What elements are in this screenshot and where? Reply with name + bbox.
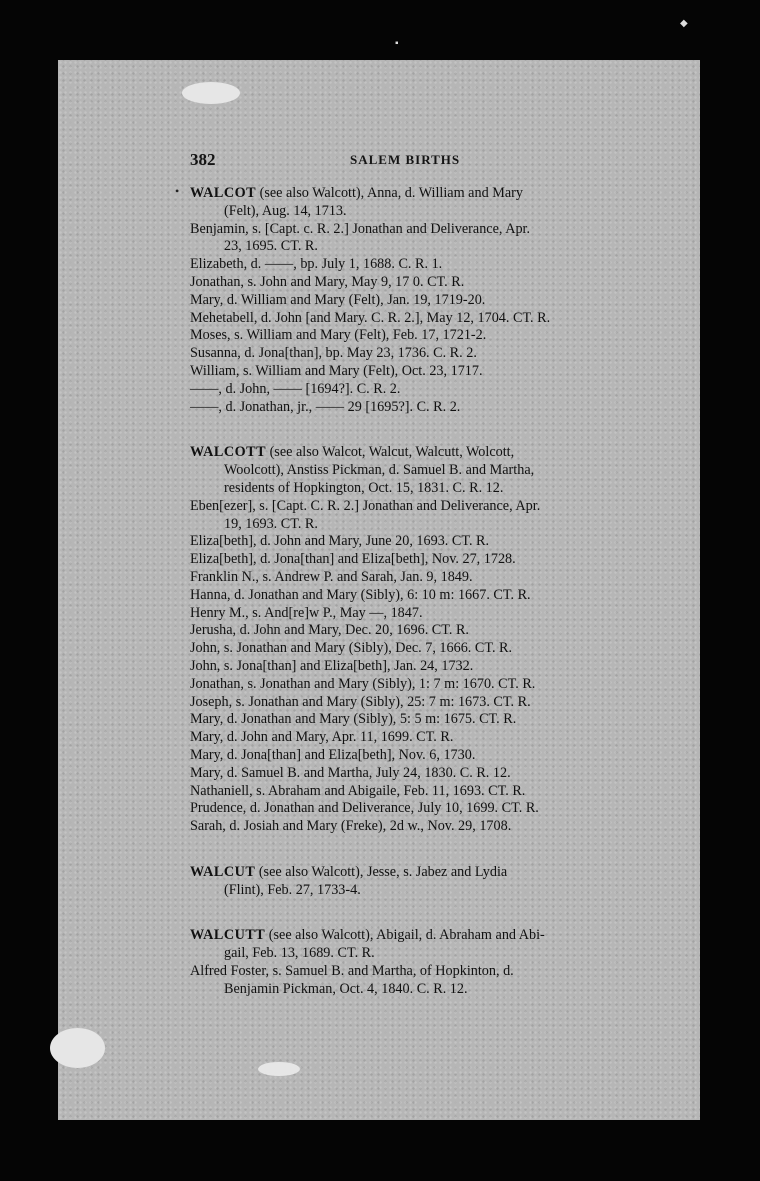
- scan-speck: ▪: [395, 38, 399, 49]
- paper-blemish: [258, 1062, 300, 1076]
- entry-text: Franklin N., s. Andrew P. and Sarah, Jan. 9, 1849.: [190, 568, 473, 585]
- entry-line: [190, 274, 630, 292]
- entry-line: [190, 310, 630, 328]
- entry-line: [190, 221, 630, 239]
- entry-text: 23, 1695. CT. R.: [224, 238, 318, 255]
- entry-text: Benjamin, s. [Capt. c. R. 2.] Jonathan and Deliverance, Apr.: [190, 220, 531, 237]
- entry-line: [190, 622, 630, 640]
- entry-line: [190, 676, 630, 694]
- entry-text: gail, Feb. 13, 1689. CT. R.: [224, 945, 375, 962]
- section-gap: [190, 899, 630, 927]
- entry-line: [190, 605, 630, 623]
- entry-line: [190, 800, 630, 818]
- entry-line: [190, 327, 630, 345]
- entry-line: [190, 363, 630, 381]
- entry-line: [190, 587, 630, 605]
- entry-line: [190, 882, 630, 900]
- entry-text: (see also Walcott), Anna, d. William and Mary: [256, 185, 523, 201]
- entry-text: (see also Walcott), Jesse, s. Jabez and Lydia: [255, 863, 508, 880]
- entry-text: Mary, d. John and Mary, Apr. 11, 1699. CT. R.: [190, 729, 454, 746]
- entry-text: Jonathan, s. Jonathan and Mary (Sibly), 1: 7 m: 1670. CT. R.: [190, 675, 536, 692]
- entry-text: Eliza[beth], d. John and Mary, June 20, 1693. CT. R.: [190, 533, 490, 550]
- entry-text: (Felt), Aug. 14, 1713.: [224, 202, 347, 219]
- entry-text: (see also Walcot, Walcut, Walcutt, Wolcott,: [266, 444, 515, 461]
- entry-text: ——, d. John, —— [1694?]. C. R. 2.: [190, 380, 401, 397]
- margin-mark: •: [175, 184, 180, 198]
- record-entries: [190, 185, 630, 999]
- paper-blemish: [50, 1028, 105, 1068]
- entry-text: Eben[ezer], s. [Capt. C. R. 2.] Jonathan and Deliverance, Apr.: [190, 497, 541, 514]
- entry-text: Mary, d. Jonathan and Mary (Sibly), 5: 5 m: 1675. CT. R.: [190, 711, 517, 728]
- entry-line: [190, 694, 630, 712]
- entry-line: [190, 747, 630, 765]
- scan-speck: ◆: [680, 18, 688, 29]
- entry-line: [190, 203, 630, 221]
- entry-text: Mary, d. Jona[than] and Eliza[beth], Nov. 6, 1730.: [190, 746, 476, 763]
- entry-line: [190, 399, 630, 417]
- entry-text: Elizabeth, d. ——, bp. July 1, 1688. C. R. 1.: [190, 256, 443, 273]
- entry-text: (Flint), Feb. 27, 1733-4.: [224, 881, 361, 898]
- entry-line: [190, 345, 630, 363]
- page-number: 382: [190, 150, 216, 169]
- entry-text: Mary, d. William and Mary (Felt), Jan. 19, 1719-20.: [190, 291, 486, 308]
- entry-line: [190, 945, 630, 963]
- running-title: SALEM BIRTHS: [350, 152, 461, 167]
- paper-blemish: [182, 82, 240, 104]
- entry-line: [190, 516, 630, 534]
- entry-line: [190, 640, 630, 658]
- entry-text: (see also Walcott), Abigail, d. Abraham and Abi-: [265, 927, 545, 944]
- entry-line: [190, 818, 630, 836]
- entry-text: 19, 1693. CT. R.: [224, 515, 318, 532]
- entry-line: [190, 462, 630, 480]
- entry-line: [190, 444, 630, 462]
- section-gap: [190, 836, 630, 864]
- entry-text: William, s. William and Mary (Felt), Oct. 23, 1717.: [190, 362, 483, 379]
- page-header: [190, 150, 630, 170]
- entry-text: Susanna, d. Jona[than], bp. May 23, 1736. C. R. 2.: [190, 345, 477, 362]
- entry-line: [190, 292, 630, 310]
- entry-text: Jonathan, s. John and Mary, May 9, 17 0. CT. R.: [190, 273, 465, 290]
- entry-line: [190, 927, 630, 945]
- entry-line: [190, 729, 630, 747]
- entry-line: [190, 711, 630, 729]
- surname-heading: WALCOT: [190, 185, 257, 201]
- entry-line: [190, 480, 630, 498]
- entry-text: Eliza[beth], d. Jona[than] and Eliza[beth], Nov. 27, 1728.: [190, 551, 516, 568]
- entry-text: Mehetabell, d. John [and Mary. C. R. 2.], May 12, 1704. CT. R.: [190, 309, 551, 326]
- section-gap: [190, 416, 630, 444]
- entry-line: [190, 864, 630, 882]
- surname-heading: WALCOTT: [190, 444, 267, 461]
- entry-line: [190, 238, 630, 256]
- entry-text: residents of Hopkington, Oct. 15, 1831. C. R. 12.: [224, 479, 504, 496]
- entry-text: Alfred Foster, s. Samuel B. and Martha, of Hopkinton, d.: [190, 963, 514, 980]
- entry-line: [190, 765, 630, 783]
- entry-text: Benjamin Pickman, Oct. 4, 1840. C. R. 12.: [224, 980, 468, 997]
- entry-text: Henry M., s. And[re]w P., May —, 1847.: [190, 604, 423, 621]
- entry-text: Woolcott), Anstiss Pickman, d. Samuel B. and Martha,: [224, 462, 535, 479]
- entry-line: [190, 381, 630, 399]
- entry-line: [190, 963, 630, 981]
- entry-line: [190, 256, 630, 274]
- entry-text: Moses, s. William and Mary (Felt), Feb. 17, 1721-2.: [190, 327, 487, 344]
- entry-line: [190, 551, 630, 569]
- entry-line: [190, 533, 630, 551]
- entry-text: Nathaniell, s. Abraham and Abigaile, Feb. 11, 1693. CT. R.: [190, 782, 526, 799]
- entry-line: [190, 569, 630, 587]
- entry-line: [190, 783, 630, 801]
- entry-text: John, s. Jonathan and Mary (Sibly), Dec. 7, 1666. CT. R.: [190, 640, 513, 657]
- entry-text: Joseph, s. Jonathan and Mary (Sibly), 25: 7 m: 1673. CT. R.: [190, 693, 531, 710]
- entry-line: [190, 185, 630, 203]
- entry-line: [190, 981, 630, 999]
- entry-text: Jerusha, d. John and Mary, Dec. 20, 1696. CT. R.: [190, 622, 469, 639]
- surname-heading: WALCUTT: [190, 927, 266, 944]
- entry-text: Hanna, d. Jonathan and Mary (Sibly), 6: 10 m: 1667. CT. R.: [190, 586, 531, 603]
- entry-text: Sarah, d. Josiah and Mary (Freke), 2d w., Nov. 29, 1708.: [190, 818, 512, 835]
- surname-heading: WALCUT: [190, 863, 256, 880]
- entry-text: Mary, d. Samuel B. and Martha, July 24, 1830. C. R. 12.: [190, 764, 511, 781]
- entry-text: Prudence, d. Jonathan and Deliverance, July 10, 1699. CT. R.: [190, 800, 539, 817]
- entry-text: John, s. Jona[than] and Eliza[beth], Jan. 24, 1732.: [190, 657, 474, 674]
- entry-line: [190, 658, 630, 676]
- entry-line: [190, 498, 630, 516]
- entry-text: ——, d. Jonathan, jr., —— 29 [1695?]. C. R. 2.: [190, 398, 461, 415]
